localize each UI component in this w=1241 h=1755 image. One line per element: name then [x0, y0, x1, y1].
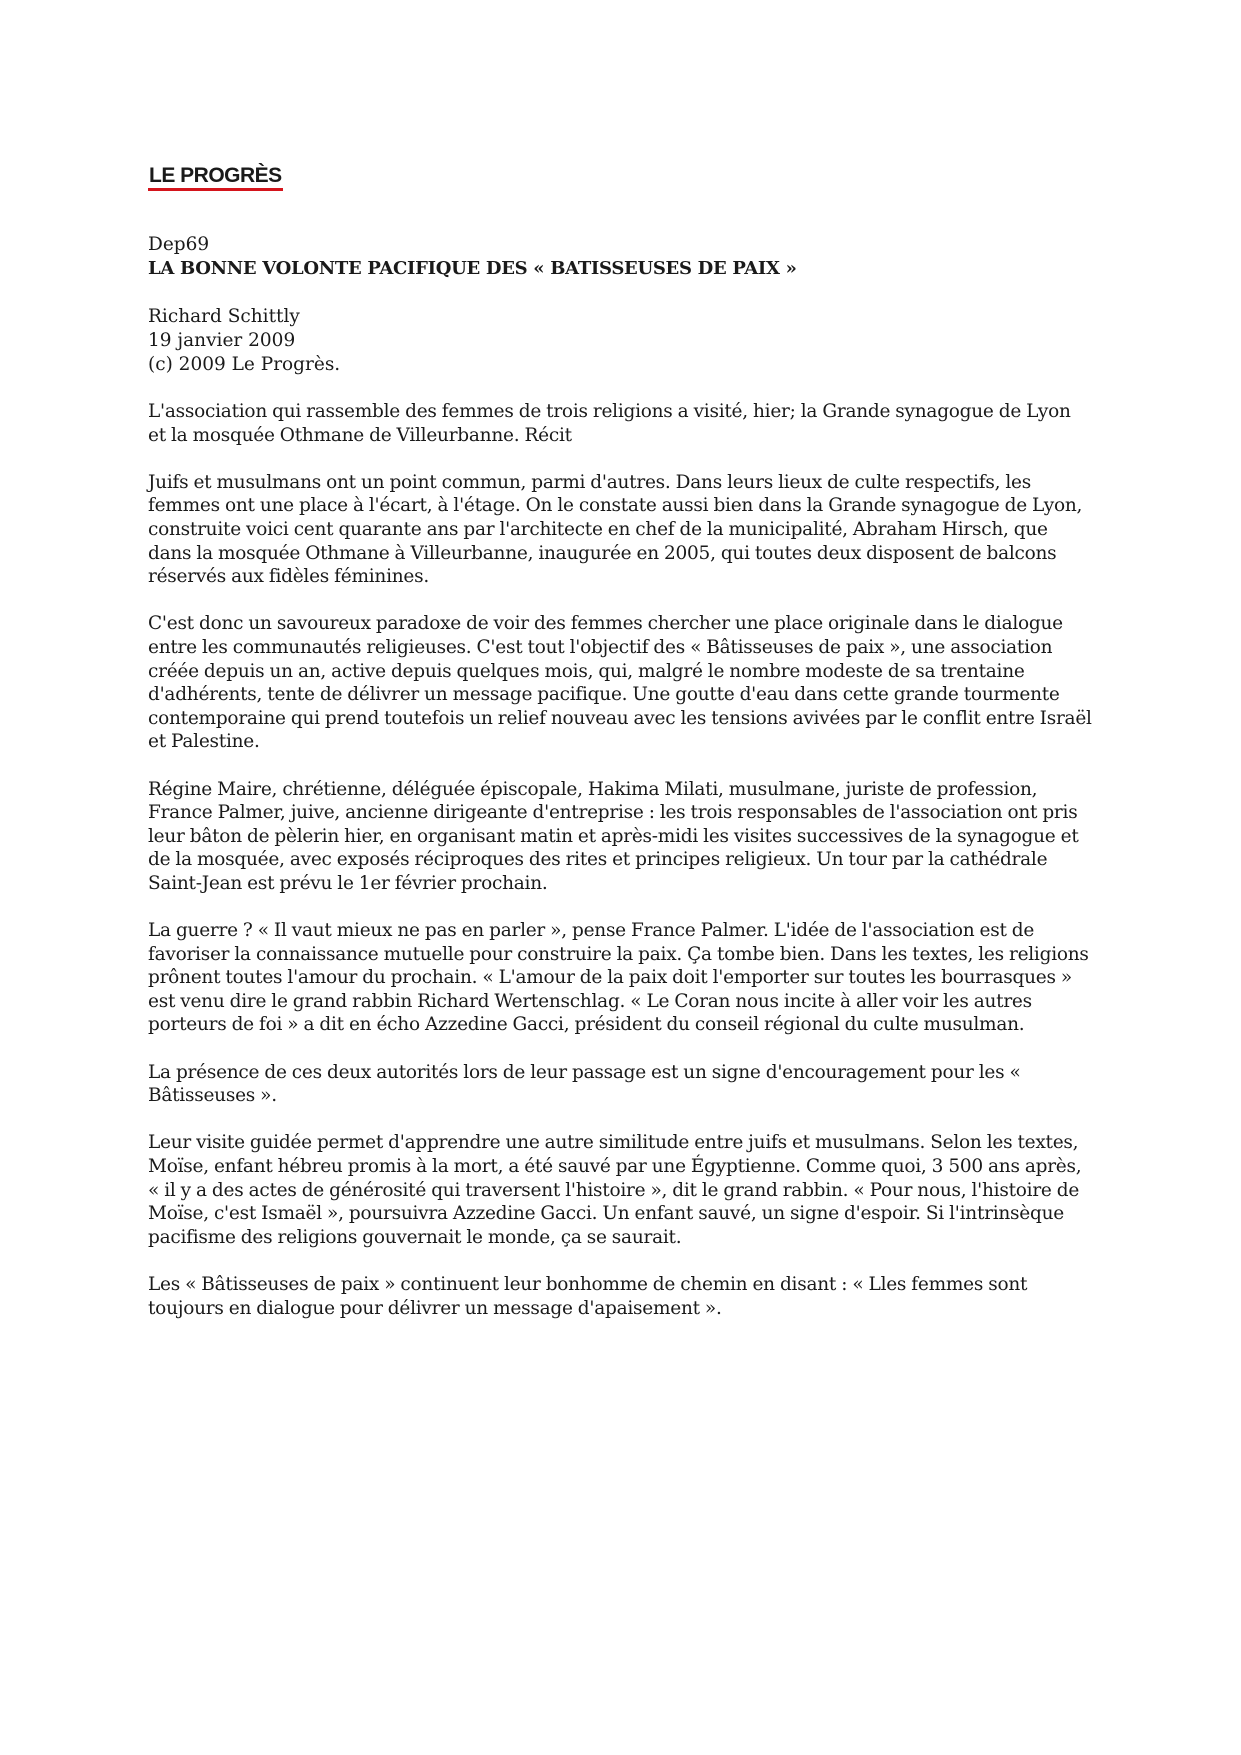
article-paragraph: Leur visite guidée permet d'apprendre une autre similitude entre juifs et musulmans. Selon les textes, Moïse, enfant hébreu promis à la mort, a été sauvé par une Égyptienne. Comme quoi, 3 500 ans après, « il y a des actes de générosité qui traversent l'histoire », dit le grand rabbin. « Pour nous, l'histoire de Moïse, c'est Ismaël », poursuivra Azzedine Gacci. Un enfant sauvé, un signe d'espoir. Si l'intrinsèque pacifisme des religions gouvernait le monde, ça se saurait. [148, 1132, 1082, 1248]
article-paragraph: La guerre ? « Il vaut mieux ne pas en parler », pense France Palmer. L'idée de l'association est de favoriser la connaissance mutuelle pour construire la paix. Ça tombe bien. Dans les textes, les religions prônent toutes l'amour du prochain. « L'amour de la paix doit l'emporter sur toutes les bourrasques » est venu dire le grand rabbin Richard Wertenschlag. « Le Coran nous incite à aller voir les autres porteurs de foi » a dit en écho Azzedine Gacci, président du conseil régional du culte musulman. [148, 920, 1089, 1036]
masthead-logo [148, 165, 283, 191]
article-paragraph: Les « Bâtisseuses de paix » continuent leur bonhomme de chemin en disant : « Lles femmes sont toujours en dialogue pour délivrer un message d'apaisement ». [148, 1273, 1028, 1319]
author: Richard Schittly [148, 306, 300, 327]
article-paragraph: La présence de ces deux autorités lors de leur passage est un signe d'encouragement pour les « Bâtisseuses ». [148, 1061, 1021, 1107]
article-paragraph: Régine Maire, chrétienne, déléguée épiscopale, Hakima Milati, musulmane, juriste de profession, France Palmer, juive, ancienne dirigeante d'entreprise : les trois responsables de l'association ont pris leur bâton de pèlerin hier, en organisant matin et après-midi les visites successives de la synagogue et de la mosquée, avec exposés réciproques des rites et principes religieux. Un tour par la cathédrale Saint-Jean est prévu le 1er février prochain. [148, 778, 1079, 894]
masthead-underline [148, 188, 283, 191]
article-paragraph: Juifs et musulmans ont un point commun, parmi d'autres. Dans leurs lieux de culte respectifs, les femmes ont une place à l'écart, à l'étage. On le constate aussi bien dans la Grande synagogue de Lyon, construite voici cent quarante ans par l'architecte en chef de la municipalité, Abraham Hirsch, que dans la mosquée Othmane à Villeurbanne, inaugurée en 2005, qui toutes deux disposent de balcons réservés aux fidèles féminines. [148, 471, 1083, 588]
copyright: (c) 2009 Le Progrès. [148, 354, 341, 375]
article-meta [148, 305, 1093, 377]
article-paragraph: C'est donc un savoureux paradoxe de voir des femmes chercher une place originale dans le dialogue entre les communautés religieuses. C'est tout l'objectif des « Bâtisseuses de paix », une association créée depuis un an, active depuis quelques mois, qui, malgré le nombre modeste de sa trentaine d'adhérents, tente de délivrer un message pacifique. Une goutte d'eau dans cette grande tourmente contemporaine qui prend toutefois un relief nouveau avec les tensions avivées par le conflit entre Israël et Palestine. [148, 613, 1092, 753]
article-paragraph: L'association qui rassemble des femmes de trois religions a visité, hier; la Grande synagogue de Lyon et la mosquée Othmane de Villeurbanne. Récit [148, 401, 1071, 446]
publication-date: 19 janvier 2009 [148, 330, 296, 351]
article-header [148, 233, 1093, 281]
article-body [148, 400, 1093, 1344]
masthead-name: LE PROGRÈS [149, 164, 282, 187]
article-headline: LA BONNE VOLONTE PACIFIQUE DES « BATISSEUSES DE PAIX » [148, 258, 797, 279]
section-label: Dep69 [148, 234, 210, 255]
